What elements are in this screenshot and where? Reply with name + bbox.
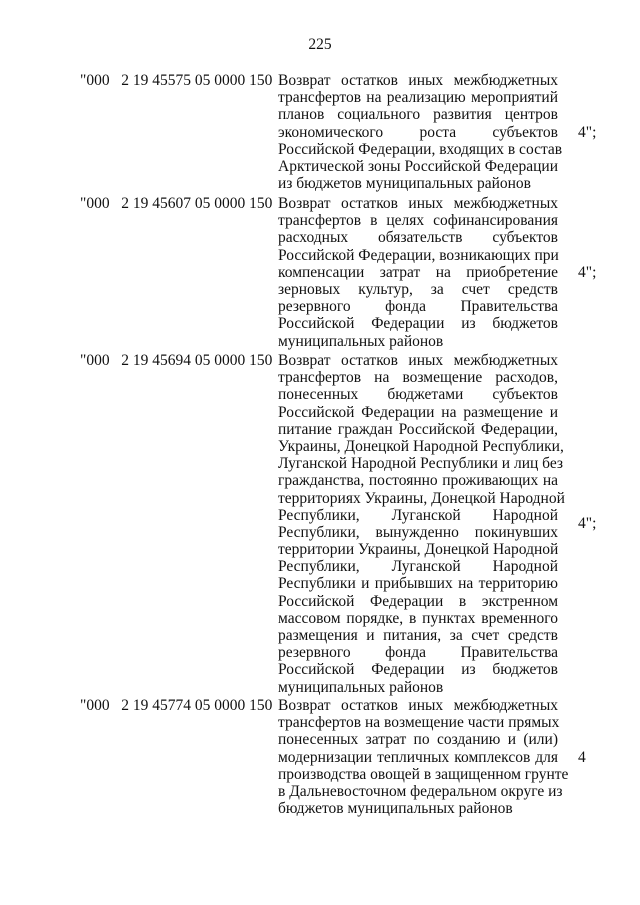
description-line: расходных обязательств субъектов — [278, 229, 558, 247]
description-line: гражданства, постоянно проживающих на — [278, 472, 558, 490]
description-line: Республики, вынужденно покинувших — [278, 523, 558, 541]
description-line: бюджетов муниципальных районов — [278, 800, 513, 818]
description-line: муниципальных районов — [278, 332, 444, 350]
description-line: муниципальных районов — [278, 678, 444, 696]
row-suffix: 4"; — [578, 123, 597, 141]
description-line: Российской Федерации на размещение и — [278, 403, 558, 421]
description-line: экономического роста субъектов — [278, 123, 558, 141]
budget-description — [278, 697, 569, 818]
description-line: Арктической зоны Российской Федерации — [278, 157, 558, 175]
description-line: планов социального развития центров — [278, 106, 558, 124]
row-suffix: 4"; — [578, 263, 597, 281]
description-line: Луганской Народной Республики и лиц без — [278, 455, 564, 473]
description-line: в Дальневосточном федеральном округе из — [278, 782, 563, 800]
description-line: Возврат остатков иных межбюджетных — [278, 352, 558, 369]
budget-description — [278, 352, 565, 696]
budget-code: "000 2 19 45694 05 0000 150 — [80, 352, 273, 369]
description-line: трансфертов на возмещение расходов, — [278, 369, 558, 387]
budget-code: "000 2 19 45607 05 0000 150 — [80, 195, 273, 212]
description-line: понесенных затрат по созданию и (или) — [278, 731, 558, 749]
description-line: Возврат остатков иных межбюджетных — [278, 72, 558, 89]
description-line: трансфертов на возмещение части прямых — [278, 714, 560, 732]
description-line: Республики и прибывших на территорию — [278, 575, 558, 593]
description-line: трансфертов в целях софинансирования — [278, 212, 558, 230]
description-line: массовом порядке, в пунктах временного — [278, 609, 558, 627]
description-line: компенсации затрат на приобретение — [278, 263, 558, 281]
budget-description — [278, 72, 563, 193]
page-number: 225 — [308, 36, 332, 53]
description-line: из бюджетов муниципальных районов — [278, 175, 531, 193]
description-line: трансфертов на реализацию мероприятий — [278, 89, 558, 107]
description-line: Республики, Луганской Народной — [278, 558, 558, 576]
description-line: питание граждан Российской Федерации, — [278, 420, 558, 438]
description-line: резервного фонда Правительства — [278, 298, 558, 316]
description-line: производства овощей в защищенном грунте — [278, 765, 569, 783]
description-line: модернизации тепличных комплексов для — [278, 748, 558, 766]
description-line: территориях Украины, Донецкой Народной — [278, 489, 565, 507]
budget-description — [278, 195, 558, 350]
description-line: Возврат остатков иных межбюджетных — [278, 195, 558, 212]
description-line: зерновых культур, за счет средств — [278, 280, 558, 298]
description-line: Российской Федерации, возникающих при — [278, 246, 559, 264]
budget-code: "000 2 19 45774 05 0000 150 — [80, 697, 273, 714]
description-line: Республики, Луганской Народной — [278, 506, 558, 524]
description-line: резервного фонда Правительства — [278, 644, 558, 662]
description-line: Российской Федерации из бюджетов — [278, 315, 558, 333]
description-line: Украины, Донецкой Народной Республики, — [278, 437, 564, 455]
row-suffix: 4"; — [578, 515, 597, 532]
row-suffix: 4 — [578, 748, 586, 766]
description-line: Российской Федерации в экстренном — [278, 592, 558, 610]
description-line: территории Украины, Донецкой Народной — [278, 541, 559, 559]
description-line: понесенных бюджетами субъектов — [278, 386, 558, 404]
budget-code: "000 2 19 45575 05 0000 150 — [80, 72, 273, 89]
description-line: Российской Федерации, входящих в состав — [278, 140, 563, 158]
description-line: размещения и питания, за счет средств — [278, 627, 558, 644]
description-line: Российской Федерации из бюджетов — [278, 661, 558, 679]
description-line: Возврат остатков иных межбюджетных — [278, 697, 558, 714]
